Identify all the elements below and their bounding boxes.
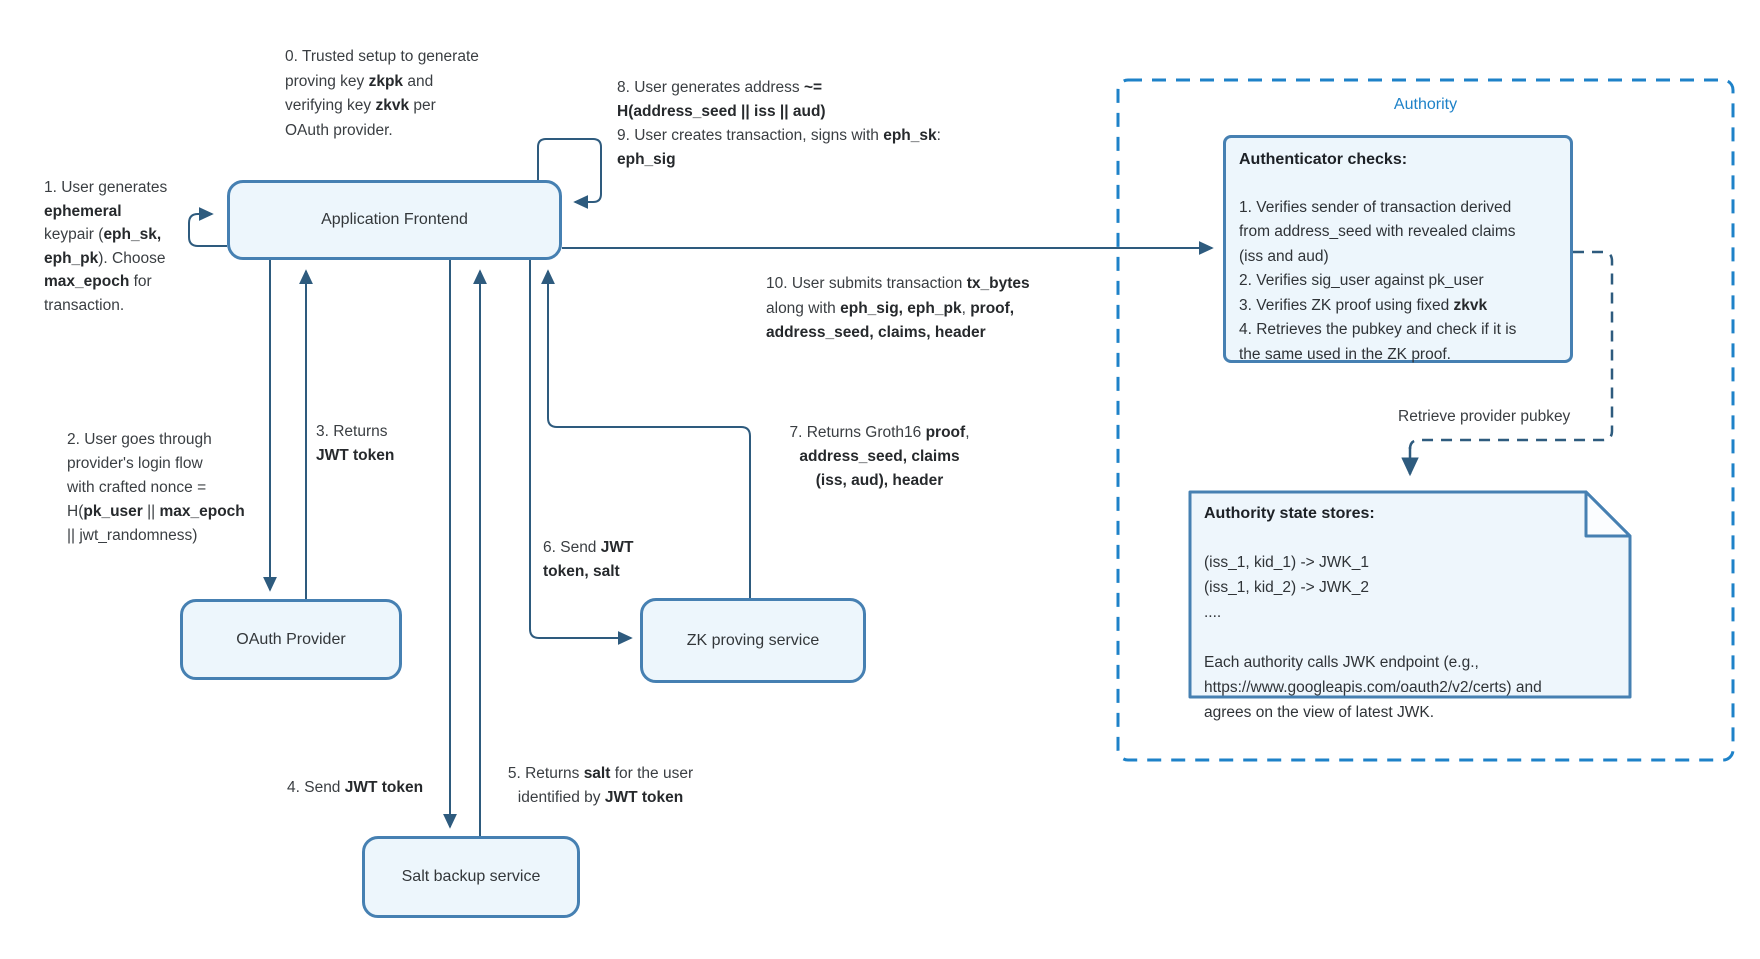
retrieve-provider-pubkey-label: Retrieve provider pubkey [1398, 408, 1571, 425]
application-frontend-label: Application Frontend [321, 211, 468, 228]
authority-container-label: Authority [1393, 96, 1458, 113]
authenticator-checks-body: 1. Verifies sender of transaction derived from address_seed with revealed claims (iss and aud) 2. Verifies sig_user against pk_user 3. Verifies ZK proof using fixed zkvk 4. Retrieves the pubkey and check if it is the same used in the ZK proof. [1239, 198, 1517, 363]
salt-backup-service-box [362, 836, 580, 918]
note-step3: 3. Returns JWT token [316, 423, 395, 464]
authenticator-checks-box [1223, 135, 1573, 363]
authority-state-store-body: (iss_1, kid_1) -> JWK_1 (iss_1, kid_2) -> JWK_2 .... Each authority calls JWK endpoint (e.g., https://www.googleapis.com/oauth2/v2/certs) and agrees on the view of latest JWK. [1204, 554, 1542, 721]
note-step4: 4. Send JWT token [287, 779, 424, 796]
oauth-provider-box [180, 599, 402, 680]
application-frontend-box [227, 180, 562, 260]
note-step8-9: 8. User generates address ~= H(address_seed || iss || aud) 9. User creates transaction, signs with eph_sk: eph_sig [617, 79, 941, 168]
authority-state-store-note [1190, 492, 1630, 721]
note-step6: 6. Send JWT token, salt [543, 539, 634, 580]
note-step1: 1. User generates ephemeral keypair (eph_sk, eph_pk). Choose max_epoch for transaction. [44, 179, 168, 314]
note-step5: 5. Returns salt for the user identified by JWT token [507, 765, 694, 806]
note-step10: 10. User submits transaction tx_bytes along with eph_sig, eph_pk, proof, address_seed, claims, header [766, 275, 1030, 341]
zk-proving-service-box [640, 598, 866, 683]
authority-state-store-title: Authority state stores: [1204, 505, 1375, 522]
note-step7: 7. Returns Groth16 proof, address_seed, claims (iss, aud), header [789, 424, 970, 489]
zk-proving-service-label: ZK proving service [686, 631, 820, 649]
note-step0: 0. Trusted setup to generate proving key zkpk and verifying key zkvk per OAuth provider. [285, 48, 479, 139]
arrow-self-loop-keypair [189, 214, 227, 246]
note-step2: 2. User goes through provider's login flow with crafted nonce = H(pk_user || max_epoch || jwt_randomness) [67, 431, 245, 544]
salt-backup-service-label: Salt backup service [401, 868, 541, 885]
authenticator-checks-title: Authenticator checks: [1239, 151, 1408, 168]
oauth-provider-label: OAuth Provider [236, 630, 346, 648]
